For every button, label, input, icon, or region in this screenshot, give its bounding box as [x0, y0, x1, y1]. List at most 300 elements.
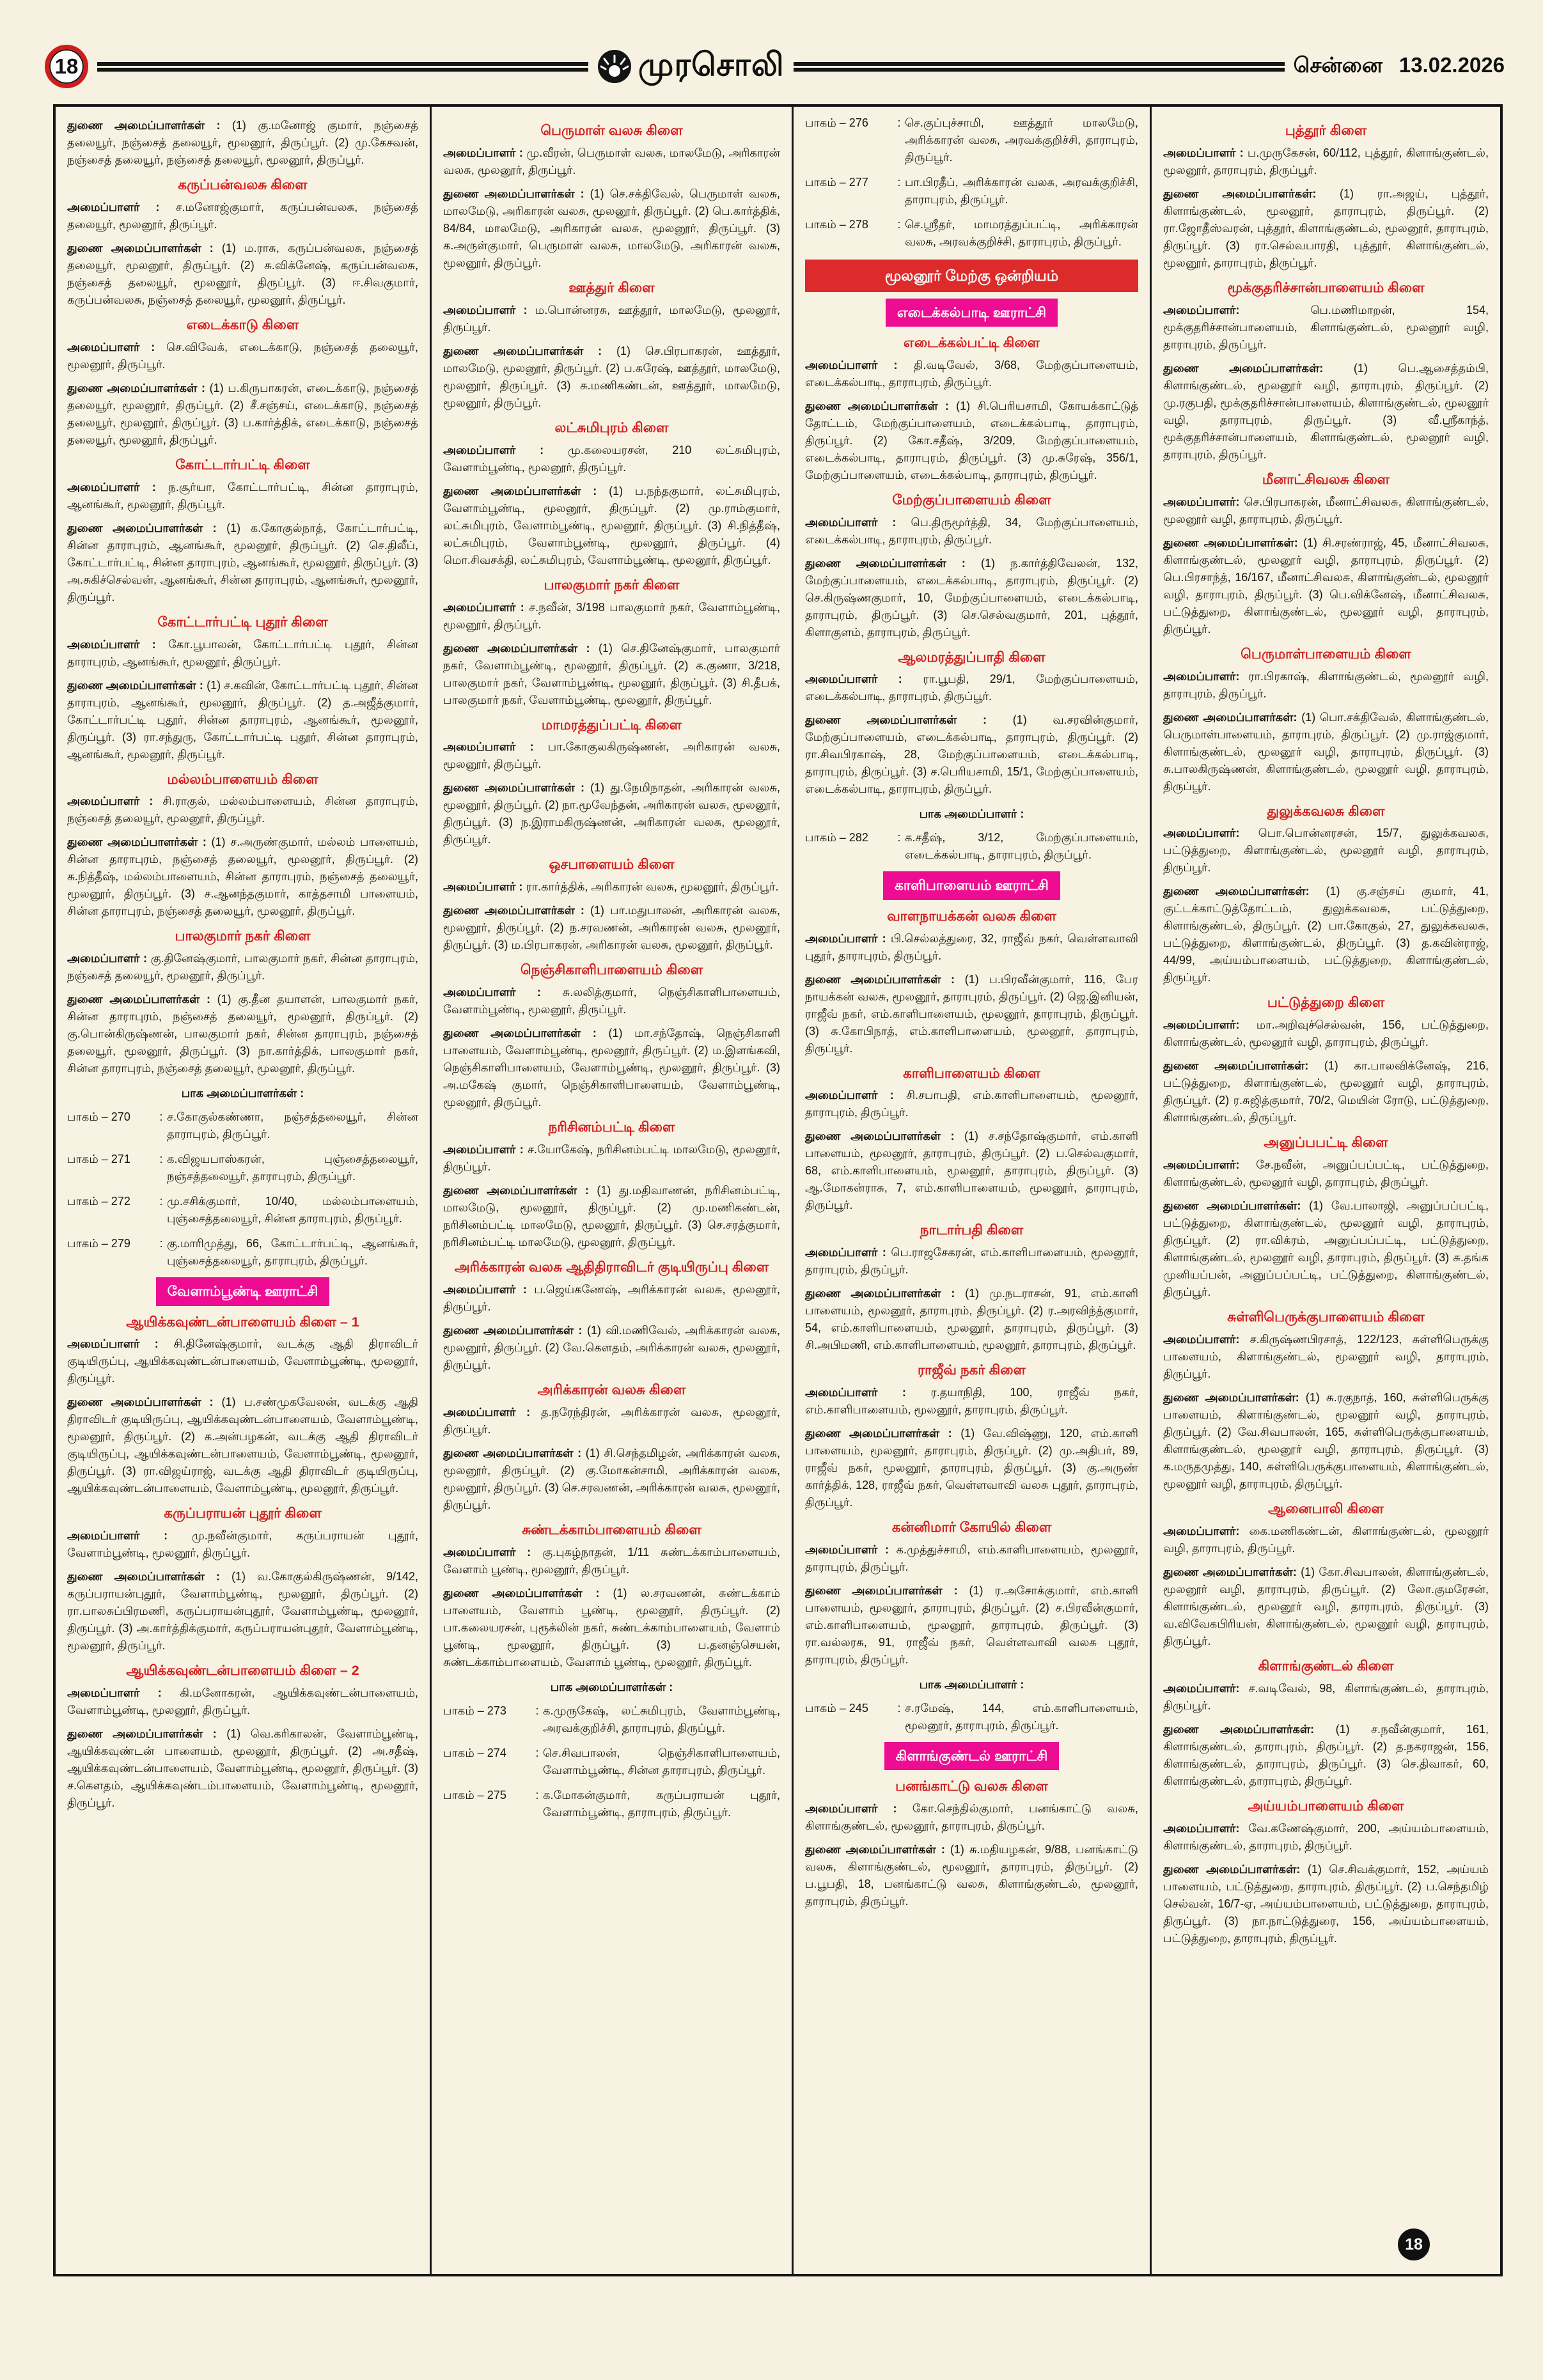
para-label: அமைப்பாளர்: [1163, 669, 1240, 683]
panchayat-banner: வேளாம்பூண்டி ஊராட்சி [156, 1277, 330, 1305]
para-label: துணை அமைப்பாளர்கள் : [443, 484, 597, 497]
organizer-para [67, 636, 418, 671]
deputies-para [1163, 1861, 1489, 1947]
para-text: பெ.திருமூர்த்தி, 34, மேற்குப்பாளையம், எடைக்கல்பாடி, தாராபுரம், திருப்பூர். [805, 515, 1139, 546]
part-colon: : [159, 1153, 163, 1166]
para-label: துணை அமைப்பாளர்கள் : [805, 1427, 952, 1440]
para-text: (1) சு.ரகுநாத், 160, சுள்ளிபெருக்கு பாளையம், கிளாங்குண்டல், மூலனூர் வழி, தாராபுரம், திருப்பூர். (2) வே.சிவபாலன், 165, சுள்ளிபெருக்குபாளையம், கிளாங்குண்டல், மூலனூர் வழி, தாராபுரம், திருப்பூர். (3) க.மருதமுத்து, 140, சுள்ளிபெருக்குபாளையம், கிளாங்குண்டல், மூலனூர் வழி, தாராபுரம், திருப்பூர். [1163, 1391, 1489, 1490]
para-label: துணை அமைப்பாளர்கள் : [443, 1184, 589, 1197]
deputies-para [67, 117, 418, 169]
para-label: அமைப்பாளர்: [1163, 1158, 1240, 1172]
organizer-para [805, 1384, 1138, 1419]
branch-title: ஒசபாளையம் கிளை [549, 857, 675, 873]
para-text: பா.கோகுலகிருஷ்ணன், அரிகாரன் வலசு, மூலனூர், திருப்பூர். [443, 740, 781, 771]
deputies-para [805, 1841, 1138, 1910]
branch-title: கோட்டார்பட்டி புதூர் கிளை [157, 614, 328, 630]
part-colon: : [535, 1788, 539, 1801]
part-row [805, 114, 1138, 166]
para-label: துணை அமைப்பாளர்கள் : [443, 1446, 582, 1459]
para-text: செ.பிரபாகரன், மீனாட்சிவலசு, கிளாங்குண்டல், மூலனூர் வழி, தாராபுரம், திருப்பூர். [1163, 495, 1489, 525]
branch-title: பாலகுமார் நகர் கிளை [544, 577, 680, 593]
part-text: ச.கோகுல்கண்ணா, நஞ்சத்தலையூர், சின்ன தாராபுரம், திருப்பூர். [167, 1110, 418, 1141]
para-text: (1) மு.நடராசன், 91, எம்.காளி பாளையம், மூலனூர், தாராபுரம், திருப்பூர். (2) ர.அரவிந்த்குமார், 54, எம்.காளிபாளையம், மூலனூர், தாராபுரம், திருப்பூர். (3) சி.அபிமணி, எம்.காளிபாளையம், மூலனூர், தாராபுரம், திருப்பூர். [805, 1287, 1138, 1352]
para-text: கை.மணிகண்டன், கிளாங்குண்டல், மூலனூர் வழி, தாராபுரம், திருப்பூர். [1163, 1524, 1489, 1555]
part-text: மு.சசிக்குமார், 10/40, மல்லம்பாளையம், புஞ்சைத்தலையூர், சின்ன தாராபுரம், திருப்பூர். [167, 1195, 418, 1225]
para-label: அமைப்பாளர்: [1163, 303, 1240, 316]
para-text: (1) பா.மதுபாலன், அரிகாரன் வலசு, மூலனூர், திருப்பூர். (2) ந.சரவணன், அரிகாரன் வலசு, மூலனூர், திருப்பூர். (3) ம.பிரபாகரன், அரிகாரன் வலசு, மூலனூர், திருப்பூர். [443, 904, 780, 952]
organizer-para [1163, 1016, 1489, 1051]
organizer-para [805, 930, 1138, 965]
branch-title: அரிக்காரன் வலசு கிளை [537, 1381, 686, 1397]
column-1 [56, 107, 432, 2274]
para-label: துணை அமைப்பாளர்கள்: [1163, 536, 1298, 549]
para-text: (1) ப.பிரவீன்குமார், 116, பேர நாயக்கன் வலசு, மூலனூர், தாராபுரம், திருப்பூர். (2) ஜெ.இனியன், ராஜீவ் நகர், எம்.காளிபாளையம், மூலனூர், தாராபுரம், திருப்பூர். (3) சு.கோபிநாத், எம்.காளிபாளையம், மூலனூர், தாராபுரம், திருப்பூர். [805, 972, 1138, 1055]
deputies-para [805, 971, 1138, 1057]
para-text: தி.வடிவேல், 3/68, மேற்குப்பாளையம், எடைக்கல்பாடி, தாராபுரம், திருப்பூர். [805, 358, 1138, 389]
para-text: கோ.பூபாலன், கோட்டார்பட்டி புதூர், சின்ன தாராபுரம், ஆனங்கூர், மூலனூர், திருப்பூர். [67, 637, 418, 668]
para-text: (1) செ.சக்திவேல், பெருமாள் வலசு, மாலமேடு, அரிகாரன் வலசு, மூலனூர், திருப்பூர். (2) பெ.கார்த்திக், 84/84, மாலமேடு, அரிகாரன் வலசு, மூலனூர், திருப்பூர். (3) க.அருள்குமார், பெருமாள் வலசு, மாலமேடு, அரிகாரன் வலசு, மூலனூர், திருப்பூர். [443, 187, 780, 269]
para-label: துணை அமைப்பாளர்கள் : [67, 521, 217, 534]
part-number: பாகம் – 270 [67, 1110, 130, 1124]
para-label: துணை அமைப்பாளர்கள் : [67, 678, 203, 692]
organizer-para [67, 479, 418, 513]
para-label: அமைப்பாளர்: [1163, 1018, 1240, 1032]
part-text: க.மோகன்குமார், கருப்பராயன் புதூர், வேளாம்பூண்டி, தாராபுரம், திருப்பூர். [543, 1788, 780, 1819]
para-text: ச.வடிவேல், 98, கிளாங்குண்டல், தாராபுரம், திருப்பூர். [1163, 1681, 1489, 1712]
para-label: அமைப்பாளர் : [805, 1246, 886, 1259]
deputies-para [805, 555, 1138, 641]
part-row [805, 174, 1138, 208]
part-colon: : [159, 1110, 163, 1124]
deputies-para [1163, 883, 1489, 986]
panchayat-banner-wrap [805, 871, 1138, 899]
part-colon: : [897, 218, 901, 231]
organizer-para [805, 357, 1138, 391]
para-text: ச.மனோஜ்குமார், கருப்பன்வலசு, நஞ்சைத் தலையூர், மூலனூர், திருப்பூர். [67, 200, 419, 231]
para-label: துணை அமைப்பாளர்கள் : [67, 1570, 220, 1583]
para-label: அமைப்பாளர் : [805, 1543, 889, 1556]
part-number: பாகம் – 276 [805, 116, 868, 129]
para-label: துணை அமைப்பாளர்கள் : [443, 641, 590, 655]
organizer-para [443, 1544, 780, 1578]
para-label: அமைப்பாளர் : [67, 1686, 162, 1700]
deputies-para [1163, 1389, 1489, 1493]
para-text: (1) கு.மனோஜ் குமார், நஞ்சைத் தலையூர், நஞ்சைத் தலையூர், மூலனூர், திருப்பூர். (2) மு.கேசவன், நஞ்சைத் தலையூர், நஞ்சைத் தலையூர், மூலனூர், திருப்பூர். [67, 119, 418, 166]
part-row [443, 1787, 780, 1821]
para-text: (1) ப.நந்தகுமார், லட்சுமிபுரம், வேளாம்பூண்டி, மூலனூர், திருப்பூர். (2) மு.ராம்குமார், லட்சுமிபுரம், வேளாம்பூண்டி, மூலனூர், திருப்பூர். (3) சி.நித்தீஷ், லட்சுமிபுரம், வேளாம்பூண்டி, மூலனூர், திருப்பூர். (4) மொ.சிவசக்தி, லட்சுமிபுரம், வேளாம்பூண்டி, மூலனூர், திருப்பூர். [443, 484, 781, 566]
para-text: (1) வ.சரவின்குமார், மேற்குப்பாளையம், எடைக்கல்பாடி, தாராபுரம், திருப்பூர். (2) ரா.சிவபிரகாஷ், 28, மேற்குப்பாளையம், எடைக்கல்பாடி, தாராபுரம், திருப்பூர். (3) ச.பெரியசாமி, 15/1, மேற்குப்பாளையம், எடைக்கல்பாடி, தாராபுரம், திருப்பூர். [805, 713, 1138, 796]
para-label: அமைப்பாளர்: [1163, 1821, 1240, 1835]
deputies-para [1163, 360, 1489, 463]
para-text: (1) செ.சிவக்குமார், 152, அய்யம் பாளையம், பட்டுத்துறை, தாராபுரம், திருப்பூர். (2) ப.செந்தமிழ் செல்வன், 16/7-ஏ, அய்யம்பாளையம், பட்டுத்துறை, தாராபுரம், திருப்பூர். (3) நா.நாட்டுத்துரை, 156, அய்யம்பாளையம், பட்டுத்துறை, தாராபுரம், திருப்பூர். [1163, 1862, 1489, 1945]
deputies-para [67, 991, 418, 1077]
para-text: (1) ர.அசோக்குமார், எம்.காளி பாளையம், மூலனூர், தாராபுரம், திருப்பூர். (2) ச.பிரவீன்குமார், எம்.காளிபாளையம், மூலனூர், தாராபுரம், திருப்பூர். (3) ரா.வல்லரசு, 91, ராஜீவ் நகர், வெள்ளவாவி வலசு புதூர், தாராபுரம், திருப்பூர். [805, 1584, 1138, 1666]
para-text: (1) வ.கோகுல்கிருஷ்ணன், 9/142, கருப்பராயன்புதூர், வேளாம்பூண்டி, மூலனூர், திருப்பூர். (2) ரா.பாலசுப்பிரமணி, கருப்பராயன்புதூர், வேளாம்பூண்டி, மூலனூர், திருப்பூர். (3) அ.கார்த்திக்குமார், கருப்பராயன்புதூர், வேளாம்பூண்டி, மூலனூர், திருப்பூர். [67, 1570, 418, 1653]
deputies-para [805, 712, 1138, 798]
para-label: துணை அமைப்பாளர்கள் : [67, 119, 221, 132]
para-label: அமைப்பாளர்: [1163, 1524, 1240, 1537]
organizer-para [1163, 1523, 1489, 1557]
organizer-para [1163, 144, 1489, 179]
para-text: (1) கா.பாலவிக்னேஷ், 216, பட்டுத்துறை, கிளாங்குண்டல், மூலனூர் வழி, தாராபுரம், திருப்பூர். (2) ர.சுஜித்குமார், 70/2, மெயின் ரோடு, பட்டுத்துறை, கிளாங்குண்டல், திருப்பூர். [1163, 1059, 1489, 1124]
part-organizers-heading: பாக அமைப்பாளர் : [919, 1678, 1024, 1691]
para-text: ப.முருகேசன், 60/112, புத்தூர், கிளாங்குண்டல், மூலனூர், தாராபுரம், திருப்பூர். [1163, 146, 1489, 176]
date-label: 13.02.2026 [1398, 52, 1505, 77]
part-number: பாகம் – 275 [443, 1788, 506, 1801]
para-label: அமைப்பாளர் : [443, 303, 528, 316]
para-label: துணை அமைப்பாளர்கள்: [1163, 1862, 1301, 1876]
organizer-para [443, 599, 780, 634]
para-label: துணை அமைப்பாளர்கள் : [805, 972, 955, 986]
part-text: கு.மாரிமுத்து, 66, கோட்டார்பட்டி, ஆனங்கூர், புஞ்சைத்தலையூர், தாராபுரம், திருப்பூர். [167, 1237, 418, 1268]
deputies-para [443, 343, 780, 412]
organizer-para [1163, 1156, 1489, 1191]
para-label: துணை அமைப்பாளர்கள்: [1163, 710, 1297, 724]
branch-title: ஆனைபாலி கிளை [1268, 1501, 1384, 1516]
para-text: ரா.பூபதி, 29/1, மேற்குப்பாளையம், எடைக்கல்பாடி, தாராபுரம், திருப்பூர். [805, 673, 1138, 703]
deputies-para [67, 1568, 418, 1654]
part-number: பாகம் – 277 [805, 176, 868, 189]
para-label: துணை அமைப்பாளர்கள் : [443, 904, 584, 917]
para-text: மா.அறிவுச்செல்வன், 156, பட்டுத்துறை, கிளாங்குண்டல், மூலனூர் வழி, தாராபுரம், திருப்பூர். [1163, 1018, 1489, 1049]
branch-title: அய்யம்பாளையம் கிளை [1248, 1798, 1404, 1814]
branch-title: புத்தூர் கிளை [1285, 123, 1367, 138]
organizer-para [67, 793, 418, 827]
para-text: (1) வி.மணிவேல், அரிக்காரன் வலசு, மூலனூர், திருப்பூர். (2) வே.கெளதம், அரிக்காரன் வலசு, மூலனூர், திருப்பூர். [443, 1323, 780, 1371]
branch-title: கோட்டார்பட்டி கிளை [175, 456, 310, 472]
organizer-para [443, 984, 780, 1018]
para-text: (1) ப.சண்முகவேலன், வடக்கு ஆதி திராவிடர் குடியிருப்பு, ஆயிக்கவுண்டன்பாளையம், வேளாம்பூண்டி, மூலனூர், திருப்பூர். (2) க.அன்பழகன், வடக்கு ஆதி திராவிடர் குடியிருப்பு, ஆயிக்கவுண்டன்பாளையம், வேளாம்பூண்டி, மூலனூர், திருப்பூர். (3) ரா.விஜய்ராஜ், வடக்கு ஆதி திராவிடர் குடியிருப்பு, ஆயிக்கவுண்டன்பாளையம், வேளாம்பூண்டி, மூலனூர், திருப்பூர். [67, 1396, 418, 1495]
para-text: (1) சி.செந்தமிழன், அரிக்காரன் வலசு, மூலனூர், திருப்பூர். (2) கு.மோகன்சாமி, அரிக்காரன் வலசு, மூலனூர், திருப்பூர். (3) செ.சரவணன், அரிக்காரன் வலசு, மூலனூர், திருப்பூர். [443, 1446, 780, 1511]
deputies-para [1163, 709, 1489, 795]
para-label: துணை அமைப்பாளர்கள்: [1163, 885, 1310, 898]
edition-label: சென்னை [1293, 52, 1382, 77]
para-text: ச.கிருஷ்ணபிரசாத், 122/123, சுள்ளிபெருக்கு பாளையம், கிளாங்குண்டல், மூலனூர் வழி, தாராபுரம், திருப்பூர். [1163, 1333, 1489, 1380]
para-text: சி.ராகுல், மல்லம்பாளையம், சின்ன தாராபுரம், நஞ்சைத் தலையூர், மூலனூர், திருப்பூர். [67, 795, 418, 825]
deputies-para [805, 1582, 1138, 1668]
part-text: ச.ரமேஷ், 144, எம்.காளிபாளையம், மூலனூர், தாராபுரம், திருப்பூர். [905, 1702, 1138, 1732]
part-number: பாகம் – 278 [805, 218, 868, 231]
deputies-para [805, 1425, 1138, 1511]
para-label: அமைப்பாளர் : [443, 1282, 527, 1296]
para-label: அமைப்பாளர் : [805, 673, 902, 686]
para-text: மு.கலையரசன், 210 லட்சுமிபுரம், வேளாம்பூண்டி, மூலனூர், திருப்பூர். [443, 443, 780, 474]
branch-title: எடைக்காடு கிளை [186, 316, 299, 332]
para-label: துணை அமைப்பாளர்கள்: [1163, 1199, 1301, 1213]
para-label: அமைப்பாளர் : [443, 1545, 531, 1559]
branch-title: ஆலமரத்துப்பாதி கிளை [898, 649, 1046, 665]
page-number-badge: 18 [45, 45, 88, 88]
part-text: செ.சிவபாலன், நெஞ்சிகாளிபாளையம், வேளாம்பூண்டி, சின்ன தாராபுரம், திருப்பூர். [543, 1746, 780, 1777]
panchayat-banner: எடைக்கல்பாடி ஊராட்சி [886, 299, 1058, 327]
organizer-para [805, 514, 1138, 548]
para-text: பெ.ராஜசேகரன், எம்.காளிபாளையம், மூலனூர், தாராபுரம், திருப்பூர். [805, 1246, 1139, 1277]
para-label: துணை அமைப்பாளர்கள் : [67, 241, 214, 254]
branch-title: துலுக்கவலசு கிளை [1267, 803, 1385, 819]
para-label: துணை அமைப்பாளர்கள் : [805, 713, 987, 727]
organizer-para [67, 1527, 418, 1562]
part-number: பாகம் – 273 [443, 1704, 506, 1717]
para-text: வே.கணேஷ்குமார், 200, அய்யம்பாளையம், கிளாங்குண்டல், தாராபுரம், திருப்பூர். [1163, 1821, 1489, 1852]
deputies-para [443, 1445, 780, 1514]
para-label: அமைப்பாளர்: [1163, 495, 1240, 508]
para-text: (1) ம.ராசு, கருப்பன்வலசு, நஞ்சைத் தலையூர், மூலனூர், திருப்பூர். (2) சு.விக்னேஷ், கருப்பன்வலசு, நஞ்சைத் தலையூர், மூலனூர், திருப்பூர். (3) ஈ.சிவகுமார், கருப்பன்வலசு, நஞ்சைத் தலையூர், மூலனூர், திருப்பூர். [67, 241, 418, 306]
para-text: ரா.கார்த்திக், அரிகாரன் வலசு, மூலனூர், திருப்பூர். [522, 880, 779, 894]
para-text: ர.தயாநிதி, 100, ராஜீவ் நகர், எம்.காளிபாளையம், மூலனூர், தாராபுரம், திருப்பூர். [805, 1386, 1139, 1417]
para-text: கு.தினேஷ்குமார், பாலகுமார் நகர், சின்ன தாராபுரம், நஞ்சைத் தலையூர், மூலனூர், திருப்பூர். [67, 952, 418, 983]
para-text: (1) ல.சரவணன், சுண்டக்காம் பாளையம், வேளாம் பூண்டி, மூலனூர், திருப்பூர். (2) பா.கலையரசன், புரூக்லின் நகர், சுண்டக்காம்பாளையம், வேளாம் பூண்டி, மூலனூர், திருப்பூர். (3) ப.தனஞ்செயன், சுண்டக்காம்பாளையம், வேளாம் பூண்டி, மூலனூர், திருப்பூர். [443, 1586, 781, 1668]
para-label: அமைப்பாளர் : [443, 600, 524, 614]
part-number: பாகம் – 274 [443, 1746, 506, 1759]
para-text: மு.நவீன்குமார், கருப்பராயன் புதூர், வேளாம்பூண்டி, மூலனூர், திருப்பூர். [67, 1529, 419, 1560]
para-label: துணை அமைப்பாளர்கள் : [67, 836, 207, 849]
para-label: துணை அமைப்பாளர்கள் : [443, 1323, 583, 1337]
para-label: துணை அமைப்பாளர்கள் : [443, 1027, 597, 1040]
para-text: (1) பொ.சக்திவேல், கிளாங்குண்டல், பெருமாள்பாளையம், தாராபுரம், திருப்பூர். (2) மு.ராஜ்குமார், கிளாங்குண்டல், மூலனூர் வழி, தாராபுரம், திருப்பூர். (3) சு.பாலகிருஷ்ணன், கிளாங்குண்டல், மூலனூர் வழி, தாராபுரம், திருப்பூர். [1163, 710, 1489, 793]
para-text: (1) செ.தினேஷ்குமார், பாலகுமார் நகர், வேளாம்பூண்டி, மூலனூர், திருப்பூர். (2) க.குணா, 3/218, பாலகுமார் நகர், வேளாம்பூண்டி, மூலனூர், திருப்பூர். (3) சி.தீபக், பாலகுமார் நகர், வேளாம்பூண்டி, மூலனூர், திருப்பூர். [443, 641, 780, 706]
para-text: கி.மனோகரன், ஆயிக்கவுண்டன்பாளையம், வேளாம்பூண்டி, மூலனூர், திருப்பூர். [67, 1686, 418, 1717]
para-text: ச.நவீன், 3/198 பாலகுமார் நகர், வேளாம்பூண்டி, மூலனூர், திருப்பூர். [443, 600, 781, 631]
para-label: துணை அமைப்பாளர்கள்: [1163, 1565, 1297, 1578]
deputies-para [67, 240, 418, 309]
para-label: துணை அமைப்பாளர்கள் : [805, 1584, 958, 1597]
para-text: சி.சபாபதி, எம்.காளிபாளையம், மூலனூர், தாராபுரம், திருப்பூர். [805, 1089, 1139, 1119]
organizer-para [443, 1281, 780, 1316]
para-text: பெ.மணிமாறன், 154, மூக்குதரிச்சான்பாளையம், கிளாங்குண்டல், மூலனூர் வழி, தாராபுரம், திருப்பூர். [1163, 303, 1489, 351]
para-text: பி.செல்லத்துரை, 32, ராஜீவ் நகர், வெள்ளவாவி புதூர், தாராபுரம், திருப்பூர். [805, 931, 1138, 962]
part-row [443, 1745, 780, 1779]
deputies-para [67, 834, 418, 920]
part-row [805, 829, 1138, 864]
para-label: துணை அமைப்பாளர்கள் : [805, 1843, 945, 1856]
page-header [45, 46, 1505, 87]
para-text: (1) ச.அருண்குமார், மல்லம் பாளையம், சின்ன தாராபுரம், நஞ்சைத் தலையூர், மூலனூர், திருப்பூர். (2) சு.நித்தீஷ், மல்லம்பாளையம், சின்ன தாராபுரம், நஞ்சைத் தலையூர், மூலனூர், திருப்பூர். (3) ச.ஆனந்தகுமார், காத்தசாமி பாளையம், சின்ன தாராபுரம், நஞ்சைத் தலையூர், மூலனூர், திருப்பூர். [67, 836, 418, 918]
part-text: செ.குப்புச்சாமி, ஊத்தூர் மாலமேடு, அரிக்காரன் வலசு, அரவக்குறிச்சி, தாராபுரம், திருப்பூர். [905, 116, 1138, 164]
organizer-para [443, 1404, 780, 1438]
deputies-para [1163, 1197, 1489, 1301]
branch-title: அனுப்பபட்டி கிளை [1264, 1135, 1388, 1151]
para-text: செ.விவேக், எடைக்காடு, நஞ்சைத் தலையூர், மூலனூர், திருப்பூர். [67, 340, 418, 371]
organizer-para [67, 339, 418, 373]
deputies-para [1163, 1721, 1489, 1790]
para-label: அமைப்பாளர் : [67, 637, 156, 651]
para-label: துணை அமைப்பாளர்கள் : [67, 1396, 214, 1409]
para-text: மு.வீரன், பெருமாள் வலசு, மாலமேடு, அரிகாரன் வலசு, மூலனூர், திருப்பூர். [443, 146, 780, 176]
branch-title: மேற்குப்பாளையம் கிளை [892, 492, 1051, 508]
branch-title: ஆயிக்கவுண்டன்பாளையம் கிளை – 1 [126, 1314, 359, 1330]
organizer-para [67, 1684, 418, 1719]
part-text: க.விஜயபாஸ்கரன், புஞ்சைத்தலையூர், நஞ்சத்தலையூர், தாராபுரம், திருப்பூர். [167, 1153, 418, 1183]
organizer-para [805, 671, 1138, 705]
part-organizers-heading: பாக அமைப்பாளர்கள் : [550, 1680, 673, 1693]
para-label: துணை அமைப்பாளர்கள் : [443, 1586, 600, 1599]
deputies-para [443, 185, 780, 272]
para-label: அமைப்பாளர் : [443, 443, 544, 456]
branch-title: பட்டுத்துறை கிளை [1267, 995, 1385, 1011]
deputies-para [443, 902, 780, 954]
para-text: ச.யோகேஷ், நரிசினம்பட்டி மாலமேடு, மூலனூர், திருப்பூர். [443, 1143, 781, 1173]
part-number: பாகம் – 282 [805, 831, 868, 844]
part-organizers-heading: பாக அமைப்பாளர் : [919, 807, 1024, 821]
para-label: துணை அமைப்பாளர்கள்: [1163, 361, 1324, 375]
para-label: அமைப்பாளர்: [1163, 1333, 1240, 1346]
para-label: அமைப்பாளர் : [805, 931, 886, 945]
branch-title: பெருமாள்பாளையம் கிளை [1241, 646, 1411, 662]
branch-title: கருப்பராயன் புதூர் கிளை [164, 1505, 322, 1521]
branch-title: கருப்பன்வலசு கிளை [178, 177, 308, 192]
part-colon: : [897, 831, 901, 844]
para-label: அமைப்பாளர் : [67, 200, 160, 214]
para-text: (1) ச.நவீன்குமார், 161, கிளாங்குண்டல், தாராபுரம், திருப்பூர். (2) த.நகராஜன், 156, கிளாங்குண்டல், தாராபுரம், திருப்பூர். (3) செ.திவாகர், 60, கிளாங்குண்டல், தாராபுரம், திருப்பூர். [1163, 1722, 1489, 1787]
para-text: (1) கோ.சிவபாலன், கிளாங்குண்டல், மூலனூர் வழி, தாராபுரம், திருப்பூர். (2) லோ.குமரேசன், கிளாங்குண்டல், மூலனூர் வழி, தாராபுரம், திருப்பூர். (3) வ.விவேகபிரியன், கிளாங்குண்டல், மூலனூர் வழி, தாராபுரம், திருப்பூர். [1163, 1565, 1489, 1647]
branch-title: நெஞ்சிகாளிபாளையம் கிளை [520, 962, 703, 978]
branch-title: ஊத்துர் கிளை [568, 279, 655, 295]
para-label: அமைப்பாளர் : [443, 986, 541, 999]
para-text: (1) ச.சந்தோஷ்குமார், எம்.காளி பாளையம், மூலனூர், தாராபுரம், திருப்பூர். (2) ப.செல்வகுமார், 68, எம்.காளிபாளையம், மூலனூர், தாராபுரம், திருப்பூர். (3) ஆ.மோகன்ராசு, 7, எம்.காளிபாளையம், மூலனூர், தாராபுரம், திருப்பூர். [805, 1130, 1138, 1212]
part-organizers-heading: பாக அமைப்பாளர்கள் : [181, 1087, 304, 1100]
organizer-para [805, 1800, 1138, 1835]
part-colon: : [535, 1746, 539, 1759]
organizer-para [805, 1087, 1138, 1121]
organizer-para [1163, 494, 1489, 528]
para-label: அமைப்பாளர் : [443, 1405, 531, 1419]
branch-title: மல்லம்பாளையம் கிளை [167, 771, 318, 787]
para-text: (1) சு.மதியழகன், 9/88, பனங்காட்டு வலசு, கிளாங்குண்டல், மூலனூர், தாராபுரம், திருப்பூர். (2) ப.பூபதி, 18, பனங்காட்டு வலசு, கிளாங்குண்டல், மூலனூர், தாராபுரம், திருப்பூர். [805, 1843, 1138, 1908]
deputies-para [67, 1725, 418, 1812]
branch-title: சுள்ளிபெருக்குபாளையம் கிளை [1227, 1309, 1425, 1325]
para-text: (1) பெ.ஆசைத்தம்பி, கிளாங்குண்டல், மூலனூர் வழி, தாராபுரம், திருப்பூர். (2) மு.ரகுபதி, மூக்குதரிச்சான்பாளையம், கிளாங்குண்டல், மூலனூர் வழி, தாராபுரம், திருப்பூர். (3) வீ.ஸ்ரீகாந்த், மூக்குதரிச்சான்பாளையம், கிளாங்குண்டல், மூலனூர் வழி, தாராபுரம், திருப்பூர். [1163, 361, 1489, 461]
deputies-para [443, 640, 780, 709]
dateline [1294, 53, 1505, 81]
para-label: துணை அமைப்பாளர்கள்: [1163, 1059, 1309, 1073]
part-colon: : [897, 1702, 901, 1715]
branch-title: ஆயிக்கவுண்டன்பாளையம் கிளை – 2 [126, 1663, 359, 1679]
part-row [805, 1700, 1138, 1734]
deputies-para [1163, 185, 1489, 272]
branch-title: நாடார்பதி கிளை [920, 1222, 1024, 1238]
branch-title: பாலகுமார் நகர் கிளை [175, 928, 311, 944]
masthead [597, 46, 785, 88]
part-text: பா.பிரதீப், அரிக்காரன் வலசு, அரவக்குறிச்சி, தாராபுரம், திருப்பூர். [905, 176, 1138, 206]
organizer-para [1163, 1820, 1489, 1855]
deputies-para [443, 483, 780, 569]
part-number: பாகம் – 245 [805, 1702, 868, 1715]
para-label: அமைப்பாளர் : [805, 1802, 897, 1816]
organizer-para [443, 1141, 780, 1176]
para-text: (1) வெ.கரிகாலன், வேளாம்பூண்டி, ஆயிக்கவுண்டன் பாளையம், மூலனூர், திருப்பூர். (2) அ.சதீஷ், ஆயிக்கவுண்டன்பாளையம், வேளாம்பூண்டி, மூலனூர், திருப்பூர். (3) ச.கௌதம், ஆயிக்கவுண்டம்பாளையம், வேளாம்பூண்டி, மூலனூர், திருப்பூர். [67, 1727, 418, 1810]
deputies-para [443, 1025, 780, 1111]
deputies-para [1163, 1057, 1489, 1126]
organizer-para [443, 878, 780, 896]
union-banner: மூலனூர் மேற்கு ஒன்றியம் [805, 260, 1138, 292]
para-text: (1) மா.சந்தோஷ், நெஞ்சிகாளி பாளையம், வேளாம்பூண்டி, மூலனூர், திருப்பூர். (2) ம.இளங்கவி, நெஞ்சிகாளிபாளையம், வேளாம்பூண்டி, மூலனூர், திருப்பூர். (3) அ.மகேஷ் குமார், நெஞ்சிகாளிபாளையம், வேளாம்பூண்டி, மூலனூர், திருப்பூர். [443, 1027, 780, 1109]
part-number: பாகம் – 279 [67, 1237, 130, 1250]
header-rule-right [794, 62, 1285, 72]
branch-title: அரிக்காரன் வலசு ஆதிதிராவிடர் குடியிருப்பு கிளை [454, 1259, 769, 1275]
branch-title: ராஜீவ் நகர் கிளை [918, 1362, 1026, 1378]
para-label: துணை அமைப்பாளர்கள் : [805, 1287, 955, 1300]
branch-title: மூக்குதரிச்சான்பாளையம் கிளை [1227, 279, 1425, 295]
para-label: அமைப்பாளர் : [1163, 146, 1244, 159]
deputies-para [443, 779, 780, 848]
para-text: (1) செ.பிரபாகரன், ஊத்தூர், மாலமேடு, மூலனூர், திருப்பூர். (2) ப.சுரேஷ், ஊத்தூர், மாலமேடு, மூலனூர், திருப்பூர். (3) சு.மணிகண்டன், ஊத்தூர், மாலமேடு, மூலனூர், திருப்பூர். [443, 344, 780, 409]
para-label: அமைப்பாளர் : [67, 480, 156, 494]
para-text: (1) ச.கவின், கோட்டார்பட்டி புதூர், சின்ன தாராபுரம், ஆனங்கூர், மூலனூர், திருப்பூர். (2) த.அஜீத்குமார், கோட்டார்பட்டி புதூர், சின்ன தாராபுரம், ஆனங்கூர், மூலனூர், திருப்பூர். (3) ரா.சந்துரு, கோட்டார்பட்டி புதூர், சின்ன தாராபுரம், ஆனங்கூர், மூலனூர், திருப்பூர். [67, 678, 418, 761]
part-row [67, 1108, 418, 1143]
para-text: கு.புகழ்நாதன், 1/11 சுண்டக்காம்பாளையம், வேளாம் பூண்டி, மூலனூர், திருப்பூர். [443, 1545, 781, 1576]
organizer-para [1163, 302, 1489, 354]
part-number: பாகம் – 272 [67, 1195, 130, 1208]
part-row [67, 1235, 418, 1270]
para-label: அமைப்பாளர் : [67, 1529, 168, 1543]
para-text: ரா.பிரகாஷ், கிளாங்குண்டல், மூலனூர் வழி, தாராபுரம், திருப்பூர். [1163, 669, 1489, 700]
para-label: அமைப்பாளர் : [67, 1337, 159, 1351]
footer-page-number-badge: 18 [1398, 2228, 1430, 2260]
organizer-para [805, 1244, 1138, 1279]
organizer-para [1163, 1680, 1489, 1715]
para-label: துணை அமைப்பாளர்கள் : [805, 399, 949, 412]
organizer-para [67, 950, 418, 984]
branch-title: வாளநாயக்கன் வலசு கிளை [887, 908, 1056, 924]
para-text: (1) சி.பெரியசாமி, கோயக்காட்டுத் தோட்டம், மேற்குப்பாளையம், எடைக்கல்பாடி, தாராபுரம், திருப்பூர். (2) கோ.சதீஷ், 3/209, மேற்குப்பாளையம், எடைக்கல்பாடி, தாராபுரம், திருப்பூர். (3) மு.சுரேஷ், 356/1, மேற்குப்பாளையம், எடைக்கல்பாடி, தாராபுரம், திருப்பூர். [805, 399, 1138, 481]
para-label: துணை அமைப்பாளர்கள் : [805, 556, 966, 570]
content-box [53, 104, 1503, 2276]
para-text: பொ.பொன்னரசன், 15/7, துலுக்கவலசு, பட்டுத்துறை, கிளாங்குண்டல், மூலனூர் வழி, தாராபுரம், திருப்பூர். [1163, 827, 1489, 875]
para-label: துணை அமைப்பாளர்கள் : [67, 1727, 217, 1741]
para-text: ம.பொன்னரசு, ஊத்தூர், மாலமேடு, மூலனூர், திருப்பூர். [443, 303, 781, 334]
para-text: சே.நவீன், அனுப்பப்பட்டி, பட்டுத்துறை, கிளாங்குண்டல், மூலனூர் வழி, தாராபுரம், திருப்பூர். [1163, 1158, 1489, 1189]
para-text: ப.ஜெய்கணேஷ், அரிக்காரன் வலசு, மூலனூர், திருப்பூர். [443, 1282, 781, 1313]
para-label: அமைப்பாளர் : [805, 515, 897, 529]
deputies-para [805, 1128, 1138, 1214]
para-text: (1) க.கோகுல்நாத், கோட்டார்பட்டி, சின்ன தாராபுரம், ஆனங்கூர், மூலனூர், திருப்பூர். (2) செ.திலீப், கோட்டார்பட்டி, சின்ன தாராபுரம், ஆனங்கூர், மூலனூர், திருப்பூர். (3) அ.சுகிச்செல்வன், ஆனங்கூர், சின்ன தாராபுரம், ஆனங்கூர், மூலனூர், திருப்பூர். [67, 521, 418, 603]
organizer-para [1163, 1331, 1489, 1383]
para-text: ந.சூர்யா, கோட்டார்பட்டி, சின்ன தாராபுரம், ஆனங்கூர், மூலனூர், திருப்பூர். [67, 480, 419, 511]
para-text: (1) ரா.அஜய், புத்தூர், கிளாங்குண்டல், மூலனூர், தாராபுரம், திருப்பூர். (2) ரா.ஜோதீஸ்வரன், புத்தூர், கிளாங்குண்டல், மூலனூர், தாராபுரம், திருப்பூர். (3) ரா.செல்வபாரதி, புத்தூர், கிளாங்குண்டல், மூலனூர், தாராபுரம், திருப்பூர். [1163, 187, 1489, 269]
organizer-para [443, 442, 780, 476]
branch-title: எடைக்கல்பட்டி கிளை [903, 334, 1040, 350]
part-text: க.சதீஷ், 3/12, மேற்குப்பாளையம், எடைக்கல்பாடி, தாராபுரம், திருப்பூர். [905, 831, 1138, 862]
para-label: அமைப்பாளர் : [67, 952, 148, 965]
panchayat-banner-wrap [805, 299, 1138, 327]
para-text: (1) வே.பாலாஜி, அனுப்பப்பட்டி, பட்டுத்துறை, கிளாங்குண்டல், மூலனூர் வழி, தாராபுரம், திருப்பூர். (2) ரா.விக்ரம், அனுப்பப்பட்டி, பட்டுத்துறை, கிளாங்குண்டல், மூலனூர் வழி, தாராபுரம், திருப்பூர். (3) சு.தங்க முனியப்பன், அனுப்பப்பட்டி, பட்டுத்துறை, கிளாங்குண்டல், திருப்பூர். [1163, 1199, 1489, 1299]
para-label: அமைப்பாளர் : [805, 1089, 894, 1102]
organizer-para [443, 144, 780, 179]
column-3 [794, 107, 1152, 2274]
deputies-para [67, 1394, 418, 1497]
panchayat-banner: காளிபாளையம் ஊராட்சி [883, 871, 1060, 899]
para-label: அமைப்பாளர் : [805, 358, 898, 371]
panchayat-banner: கிளாங்குண்டல் ஊராட்சி [884, 1742, 1060, 1770]
para-label: அமைப்பாளர்: [1163, 827, 1240, 840]
para-label: அமைப்பாளர் : [443, 146, 523, 159]
part-colon: : [159, 1195, 163, 1208]
deputies-para [67, 380, 418, 449]
branch-title: பெருமாள் வலசு கிளை [540, 123, 683, 138]
para-label: துணை அமைப்பாளர்கள்: [1163, 187, 1317, 200]
deputies-para [805, 398, 1138, 484]
organizer-para [67, 1335, 418, 1387]
para-text: (1) ப.கிருபாகரன், எடைக்காடு, நஞ்சைத் தலையூர், மூலனூர், திருப்பூர். (2) சீ.சஞ்சய், எடைக்காடு, நஞ்சைத் தலையூர், மூலனூர், திருப்பூர். (3) ப.கார்த்திக், எடைக்காடு, நஞ்சைத் தலையூர், மூலனூர், திருப்பூர். [67, 381, 418, 446]
deputies-para [67, 677, 418, 763]
column-2 [432, 107, 794, 2274]
organizer-para [1163, 825, 1489, 876]
branch-title: லட்சுமிபுரம் கிளை [554, 419, 669, 435]
column-4 [1152, 107, 1500, 2274]
para-text: (1) கு.சஞ்சய் குமார், 41, குட்டக்காட்டுத்தோட்டம், துலுக்கவலசு, பட்டுத்துறை, கிளாங்குண்டல், திருப்பூர். (2) பா.கோகுல், 27, துலுக்கவலசு, பட்டுத்துறை, கிளாங்குண்டல், திருப்பூர். (3) த.கவின்ராஜ், 44/99, அய்யம்பாளையம், பட்டுத்துறை, கிளாங்குண்டல், திருப்பூர். [1163, 885, 1489, 984]
organizer-para [67, 199, 418, 233]
deputies-para [443, 1585, 780, 1671]
